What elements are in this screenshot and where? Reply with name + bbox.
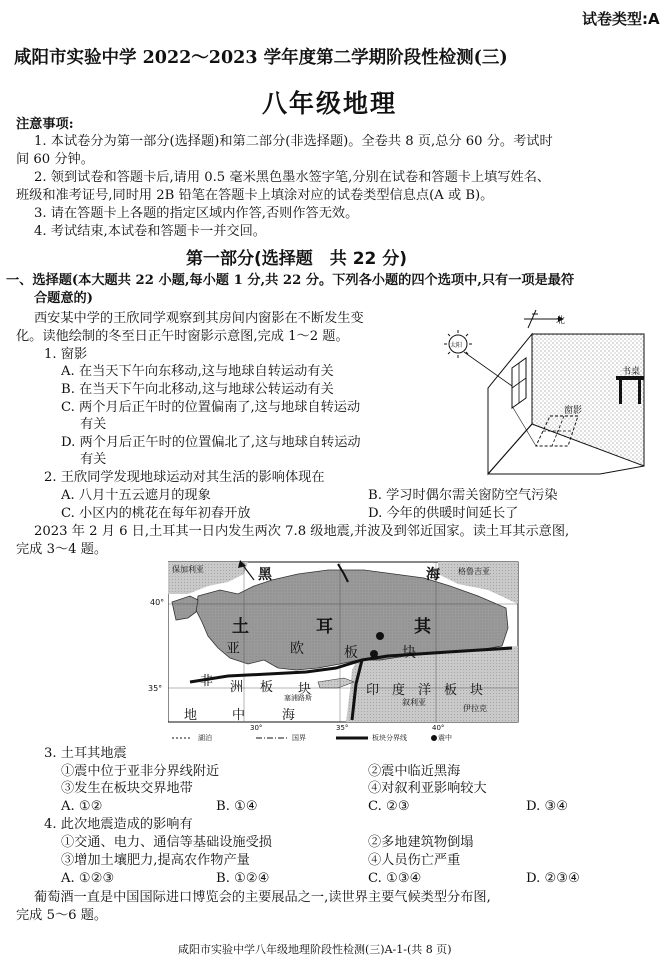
q4-statement: ①交通、电力、通信等基础设施受损 [61,835,272,850]
q3-statement: ②震中临近黑海 [368,764,461,779]
map-label-iraq: 伊拉克 [463,704,487,713]
q1-option: C. 两个月后正午时的位置偏南了,这与地球自转运动 [61,400,361,415]
q4-statement: ④人员伤亡严重 [368,853,461,868]
passage-line: 完成 5～6 题。 [16,908,108,923]
map-label-kuai: 块 [402,645,416,661]
passage-line: 2023 年 2 月 6 日,土耳其一日内发生两次 7.8 级地震,并波及到邻近国家。读土耳其示意图, [34,524,570,539]
legend-lake: 湖泊 [198,734,212,742]
map-label-georgia: 格鲁吉亚 [458,567,490,576]
map-label-di: 地 [184,708,198,723]
passage-line: 完成 3～4 题。 [16,542,108,557]
q2-option-d: D. 今年的供暖时间延长了 [368,506,519,521]
map-label-bulgaria: 保加利亚 [172,565,204,574]
map-label-tu: 土 [232,617,249,637]
q4-option-c: C. ①③④ [368,871,422,886]
q4-statement: ②多地建筑物倒塌 [368,835,474,850]
desk-label: 书桌 [622,367,641,377]
legend-plate-boundary: 板块分界线 [372,734,407,742]
map-label-ya: 亚 [226,641,240,657]
map-label-ban2: 板 [260,680,274,695]
part1-title: 第一部分(选择题 共 22 分) [186,249,408,269]
map-label-lon40: 40° [432,724,445,732]
map-label-cyprus: 塞浦路斯 [284,694,312,702]
q3-statement: ③发生在板块交界地带 [61,781,193,796]
q3-option-c: C. ②③ [368,799,410,814]
q1-option: D. 两个月后正午时的位置偏北了,这与地球自转运动 [61,435,361,450]
map-label-black-sea: 海 [426,567,440,583]
map-legend [168,732,520,744]
q2-option-c: C. 小区内的桃花在每年初春开放 [61,506,251,521]
note-line: 班级和准考证号,同时用 2B 铅笔在答题卡上填涂对应的试卷类型信息点(A 或 B)。 [16,188,494,203]
note-line: 2. 领到试卷和答题卡后,请用 0.5 毫米黑色墨水签字笔,分别在试卷和答题卡上填写姓名、 [34,170,551,185]
part1-instruction: 合题意的) [34,291,93,306]
map-label-hai: 海 [282,708,296,723]
map-label-zhong: 中 [232,708,246,723]
q2-option-a: A. 八月十五云遮月的现象 [61,488,211,503]
notes-heading: 注意事项: [16,117,74,132]
q4-option-d: D. ②③④ [526,871,580,886]
page-footer: 咸阳市实验中学八年级地理阶段性检测(三)A-1-(共 8 页) [178,943,452,956]
north-label: 北 [556,316,566,326]
shadow-label: 窗影 [564,406,583,416]
map-label-ban: 板 [344,645,358,661]
passage-line: 西安某中学的王欣同学观察到其房间内窗影在不断发生变 [34,311,364,326]
note-line: 间 60 分钟。 [16,152,94,167]
q4-statement: ③增加土壤肥力,提高农作物产量 [61,853,250,868]
note-line: 4. 考试结束,本试卷和答题卡一并交回。 [34,224,266,239]
map-label-kuai2: 块 [298,682,312,697]
q3-option-d: D. ③④ [526,799,569,814]
map-label-fei: 非 [200,674,214,689]
note-line: 3. 请在答题卡上各题的指定区域内作答,否则作答无效。 [34,206,359,221]
map-label-ou: 欧 [290,641,304,657]
q4-stem: 4. 此次地震造成的影响有 [44,817,193,832]
q2-option-b: B. 学习时偶尔需关窗防空气污染 [368,488,558,503]
map-label-lat35: 35° [148,684,163,693]
q1-option: B. 在当天下午向北移动,这与地球公转运动有关 [61,382,334,397]
map-label-lon35: 35° [336,724,349,732]
q1-option: A. 在当天下午向东移动,这与地球自转运动有关 [61,364,334,379]
room-window-shadow-figure [432,306,658,482]
passage-line: 化。读他绘制的冬至日正午时窗影示意图,完成 1～2 题。 [16,329,349,344]
passage-line: 葡萄酒一直是中国国际进口博览会的主要展品之一,读世界主要气候类型分布图, [34,890,491,905]
q3-statement: ④对叙利亚影响较大 [368,781,487,796]
map-label-lat40: 40° [150,598,165,607]
map-label-syria: 叙利亚 [402,698,426,707]
q3-option-a: A. ①② [61,799,103,814]
part1-instruction: 一、选择题(本大题共 22 小题,每小题 1 分,共 22 分。下列各小题的四个选项中,只有一项是最符 [6,273,575,288]
legend-epicenter: 震中 [438,734,452,742]
map-label-zhou: 洲 [230,680,244,695]
note-line: 1. 本试卷分为第一部分(选择题)和第二部分(非选择题)。全卷共 8 页,总分 60 分。考试时 [34,134,553,149]
map-label-er: 耳 [316,617,333,637]
paper-type: 试卷类型:A [582,10,660,28]
map-label-lon30: 30° [250,724,263,732]
q1-stem: 1. 窗影 [44,347,88,362]
q3-statement: ①震中位于亚非分界线附近 [61,764,220,779]
q1-option: 有关 [80,452,107,467]
q4-option-b: B. ①②④ [216,871,270,886]
q4-option-a: A. ①②③ [61,871,115,886]
legend-border: 国界 [292,734,306,742]
school-title: 咸阳市实验中学 2022～2023 学年度第二学期阶段性检测(三) [14,48,508,68]
sun-label: 太阳 [450,342,463,349]
q3-stem: 3. 土耳其地震 [44,746,127,761]
q1-option: 有关 [80,417,107,432]
q2-stem: 2. 王欣同学发现地球运动对其生活的影响体现在 [44,470,325,485]
subject-title: 八年级地理 [262,89,398,118]
map-label-qi: 其 [414,617,431,637]
map-label-indian-ocean-plate: 印 度 洋 板 块 [366,683,484,698]
q3-option-b: B. ①④ [216,799,258,814]
map-label-black-sea: 黑 [258,567,272,583]
